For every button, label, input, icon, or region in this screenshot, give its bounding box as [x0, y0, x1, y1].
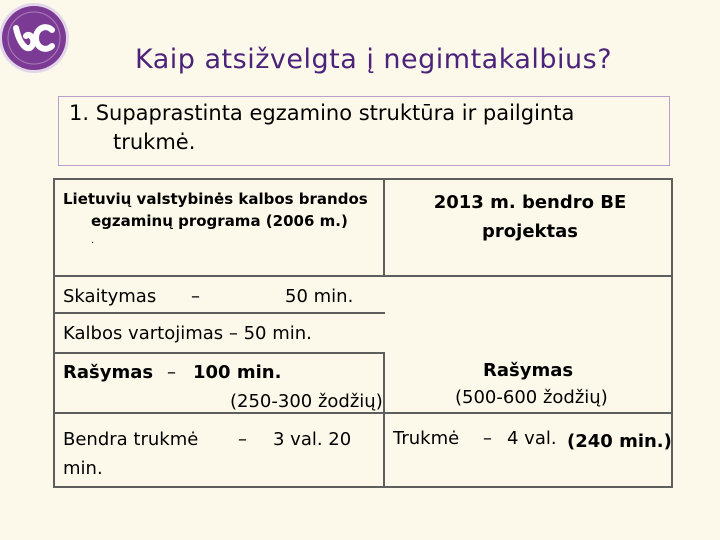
writing-left-dash: – [167, 362, 176, 383]
writing-left-label: Rašymas [63, 362, 154, 383]
right-header [387, 188, 673, 246]
point-box [58, 96, 670, 166]
reading-value: 50 min. [285, 286, 354, 307]
table-divider [383, 352, 385, 486]
writing-right-words: (500-600 žodžių) [455, 387, 608, 408]
logo [2, 6, 66, 70]
table-divider [55, 352, 385, 354]
total-right-value: 4 val. [507, 428, 557, 449]
writing-right-label: Rašymas [483, 360, 574, 381]
table-divider [55, 275, 671, 277]
total-left-value: 3 val. 20 [273, 429, 352, 450]
total-left-line-2: min. [63, 458, 103, 479]
comparison-table [53, 178, 673, 488]
table-divider [55, 312, 385, 314]
total-right-label: Trukmė [393, 428, 460, 449]
left-header-line-1: Lietuvių valstybinės kalbos brandos [63, 190, 368, 208]
logo-emblem-icon [2, 6, 66, 70]
point-line-1: 1. Supaprastinta egzamino struktūra ir pailginta [69, 101, 575, 125]
reading-label: Skaitymas [63, 286, 157, 307]
right-header-line-1: 2013 m. bendro BE [433, 192, 627, 213]
writing-left-words: (250-300 žodžių) [230, 391, 383, 412]
total-right-note: (240 min.) [567, 431, 672, 452]
table-divider [55, 412, 671, 414]
left-header-dot: . [91, 235, 95, 246]
point-line-2: trukmė. [113, 130, 196, 154]
right-header-line-2: projektas [482, 221, 578, 242]
total-left-label: Bendra trukmė [63, 429, 199, 450]
table-divider [383, 180, 385, 277]
writing-left-value: 100 min. [193, 362, 282, 383]
total-right-dash: – [483, 428, 492, 449]
page-title: Kaip atsižvelgta į negimtakalbius? [135, 44, 613, 75]
left-header [63, 188, 383, 232]
reading-dash: – [191, 286, 200, 307]
total-left-dash: – [238, 429, 247, 450]
left-header-line-2: egzaminų programa (2006 m.) [91, 212, 348, 230]
usage-text: Kalbos vartojimas – 50 min. [63, 323, 312, 344]
